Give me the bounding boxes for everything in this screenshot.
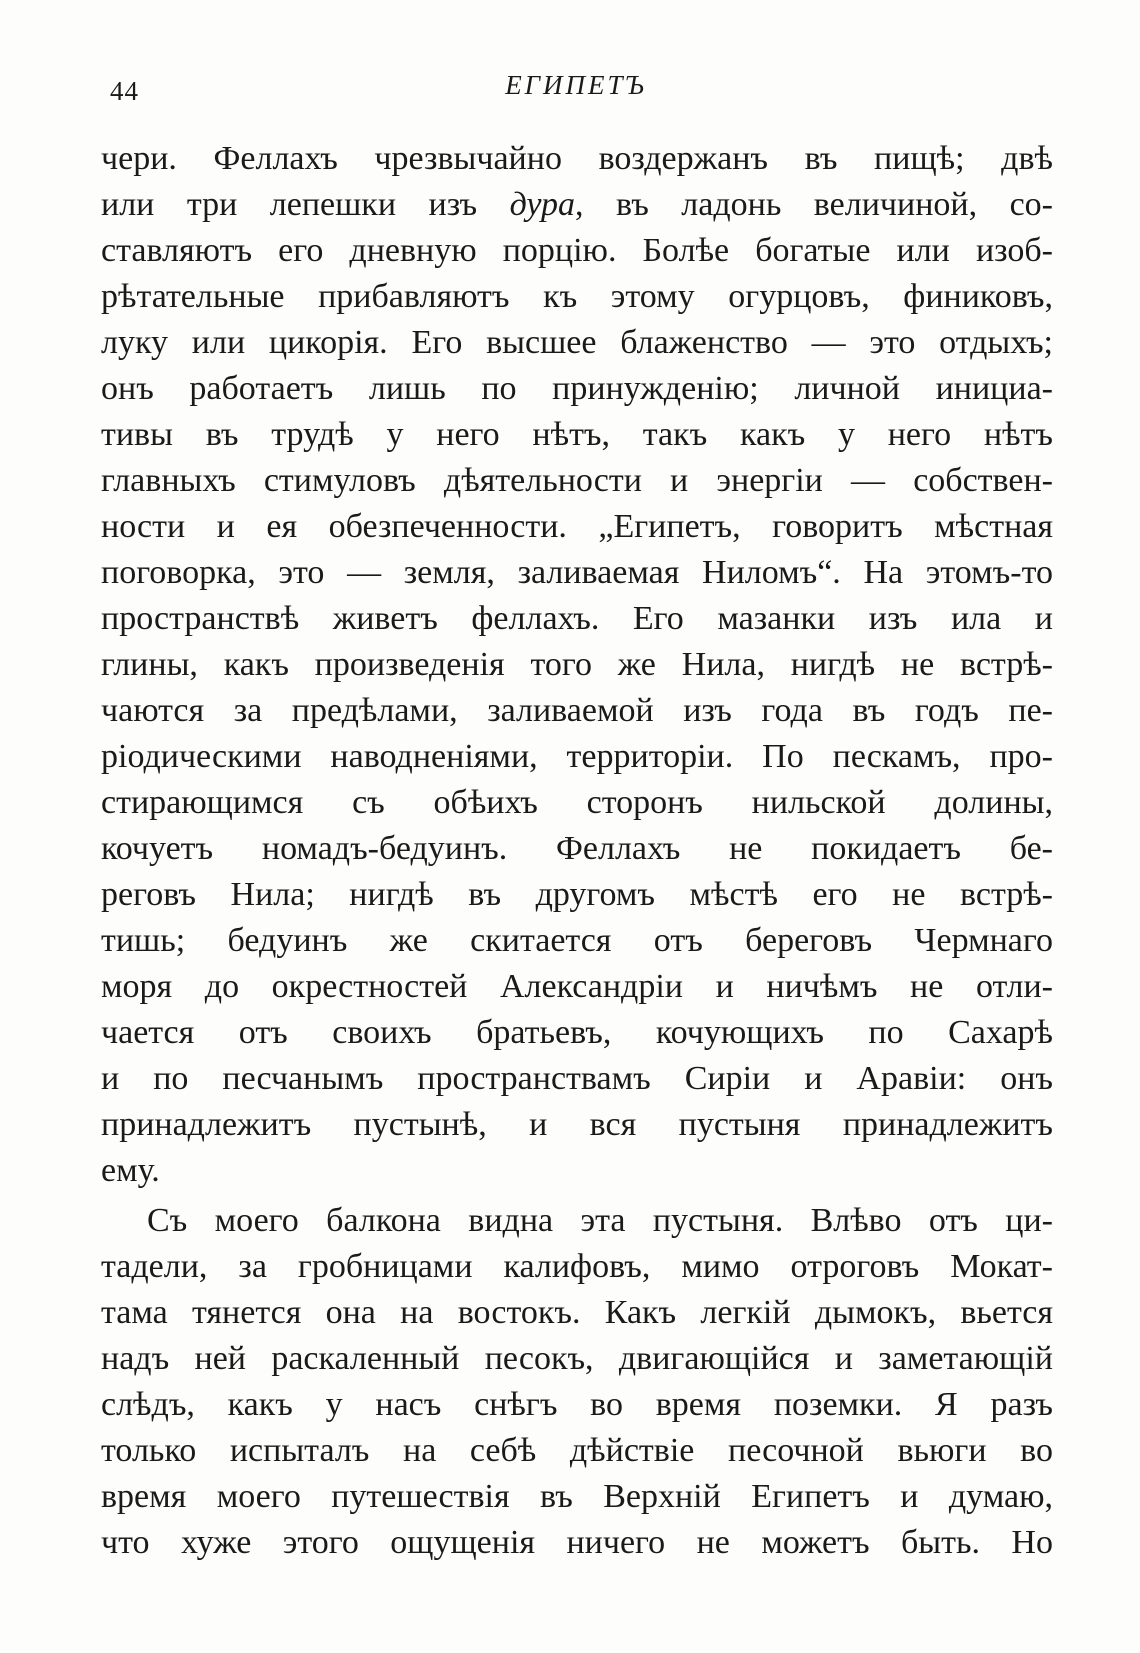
- text-line: рѣтательные прибавляютъ къ этому огурцовъ, финиковъ,: [101, 278, 1053, 315]
- text-line: тама тянется она на востокъ. Какъ легкій дымокъ, вьется: [101, 1294, 1053, 1331]
- text-line: что хуже этого ощущенія ничего не можетъ быть. Но: [101, 1524, 1053, 1561]
- text-line: ріодическими наводненіями, территоріи. По пескамъ, про-: [101, 738, 1053, 775]
- emphasized-word: дура: [509, 186, 576, 223]
- page-number: 44: [110, 76, 139, 106]
- text-line: надъ ней раскаленный песокъ, двигающійся и заметающій: [101, 1340, 1053, 1377]
- text-line: главныхъ стимуловъ дѣятельности и энергіи — собствен-: [101, 462, 1053, 499]
- text-line: или три лепешки изъ дура, въ ладонь величиной, со-: [101, 186, 1053, 223]
- text-line: онъ работаетъ лишь по принужденію; личной инициа-: [101, 370, 1053, 407]
- text-line: моря до окрестностей Александріи и ничѣмъ не отли-: [101, 968, 1053, 1005]
- paragraph: [101, 1198, 1053, 1566]
- text-line: тишь; бедуинъ же скитается отъ береговъ Чермнаго: [101, 922, 1053, 959]
- text-line: стирающимся съ обѣихъ сторонъ нильской долины,: [101, 784, 1053, 821]
- text-line: Съ моего балкона видна эта пустыня. Влѣво отъ ци-: [147, 1202, 1053, 1239]
- text-line: время моего путешествія въ Верхній Египетъ и думаю,: [101, 1478, 1053, 1515]
- text-line: ставляютъ его дневную порцію. Болѣе богатые или изоб-: [101, 232, 1053, 269]
- text-line: тивы въ трудѣ у него нѣтъ, такъ какъ у него нѣтъ: [101, 416, 1053, 453]
- page-header: [104, 62, 1048, 110]
- text-line: и по песчанымъ пространствамъ Сиріи и Аравіи: онъ: [101, 1060, 1053, 1097]
- text-line: поговорка, это — земля, заливаемая Ниломъ“. На этомъ-то: [101, 554, 1053, 591]
- text-line: тадели, за гробницами калифовъ, мимо отроговъ Мокат-: [101, 1248, 1053, 1285]
- text-line: ему.: [101, 1152, 160, 1189]
- text-line: глины, какъ произведенія того же Нила, нигдѣ не встрѣ-: [101, 646, 1053, 683]
- text-line: чается отъ своихъ братьевъ, кочующихъ по Сахарѣ: [101, 1014, 1053, 1051]
- text-line: чаются за предѣлами, заливаемой изъ года въ годъ пе-: [101, 692, 1053, 729]
- text-line: луку или цикорія. Его высшее блаженство — это отдыхъ;: [101, 324, 1053, 361]
- text-line: реговъ Нила; нигдѣ въ другомъ мѣстѣ его не встрѣ-: [101, 876, 1053, 913]
- paragraph: [101, 136, 1053, 1194]
- text-line: чери. Феллахъ чрезвычайно воздержанъ въ пищѣ; двѣ: [101, 140, 1053, 177]
- text-line: принадлежитъ пустынѣ, и вся пустыня принадлежитъ: [101, 1106, 1053, 1143]
- text-line: кочуетъ номадъ-бедуинъ. Феллахъ не покидаетъ бе-: [101, 830, 1053, 867]
- text-line: ности и ея обезпеченности. „Египетъ, говоритъ мѣстная: [101, 508, 1053, 545]
- running-title: ЕГИПЕТЪ: [505, 70, 647, 100]
- text-line: слѣдъ, какъ у насъ снѣгъ во время поземки. Я разъ: [101, 1386, 1053, 1423]
- text-line: только испыталъ на себѣ дѣйствіе песочной вьюги во: [101, 1432, 1053, 1469]
- text-line: пространствѣ живетъ феллахъ. Его мазанки изъ ила и: [101, 600, 1053, 637]
- body-text: [101, 136, 1053, 1566]
